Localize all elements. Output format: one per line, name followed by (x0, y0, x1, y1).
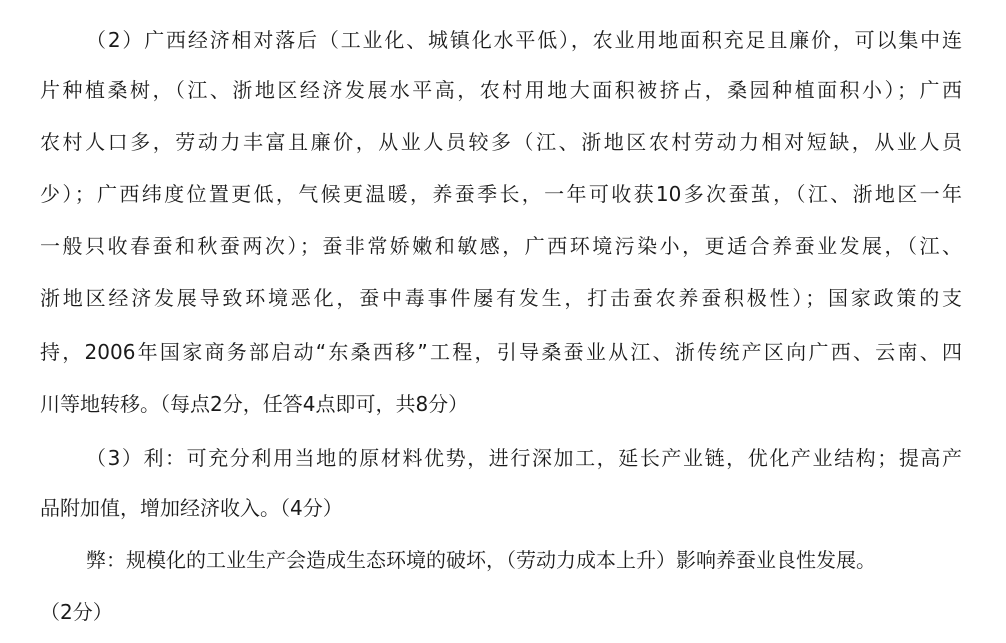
text-line-11: 弊：规模化的工业生产会造成生态环境的破坏，（劳动力成本上升）影响养蚕业良性发展。 (86, 548, 876, 572)
text-line-8: 川等地转移。（每点2分，任答4点即可，共8分） (40, 392, 469, 416)
text-line-9: （3）利：可充分利用当地的原材料优势，进行深加工，延长产业链，优化产业结构；提高产 (86, 446, 962, 470)
text-line-12: （2分） (40, 600, 113, 624)
text-line-2: 片种植桑树，（江、浙地区经济发展水平高，农村用地大面积被挤占，桑园种植面积小）；广西 (40, 78, 962, 102)
text-line-3: 农村人口多，劳动力丰富且廉价，从业人员较多（江、浙地区农村劳动力相对短缺，从业人员 (40, 130, 962, 154)
text-line-6: 浙地区经济发展导致环境恶化，蚕中毒事件屡有发生，打击蚕农养蚕积极性）；国家政策的支 (40, 286, 962, 310)
text-line-4: 少）；广西纬度位置更低，气候更温暖，养蚕季长，一年可收获10多次蚕茧，（江、浙地区一年 (40, 182, 962, 206)
text-line-10: 品附加值，增加经济收入。（4分） (40, 496, 343, 520)
text-line-1: （2）广西经济相对落后（工业化、城镇化水平低），农业用地面积充足且廉价，可以集中连 (86, 28, 962, 52)
text-line-7: 持，2006年国家商务部启动“东桑西移”工程，引导桑蚕业从江、浙传统产区向广西、云南、四 (40, 340, 962, 364)
text-line-5: 一般只收春蚕和秋蚕两次）；蚕非常娇嫩和敏感，广西环境污染小，更适合养蚕业发展，（江、 (40, 234, 962, 258)
